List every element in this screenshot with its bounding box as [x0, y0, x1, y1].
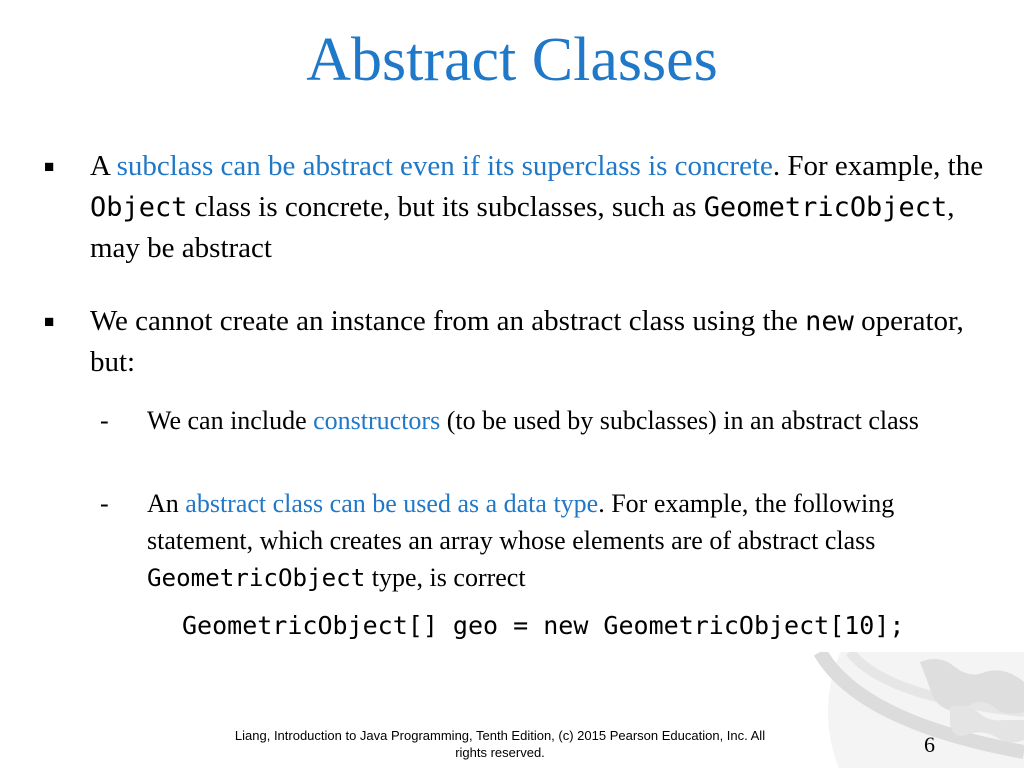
code-geometricobject: GeometricObject: [147, 564, 366, 592]
bullet-text: . For example, the: [772, 150, 984, 182]
bullet-text: , may be abstract: [90, 191, 955, 264]
footer-line: rights reserved.: [455, 745, 545, 760]
bullet-square-icon: ■: [44, 157, 55, 176]
highlight-text: abstract class can be used as a data type: [185, 489, 599, 518]
code-geometricobject: GeometricObject: [703, 192, 948, 223]
bullet-text: operator, but:: [90, 305, 964, 378]
bullet-no-instance: [90, 301, 1000, 383]
sub-bullet-dash: -: [100, 489, 109, 518]
bullet-text: A: [90, 150, 117, 182]
code-statement: GeometricObject[] geo = new GeometricObject[10];: [182, 611, 905, 640]
bullet-text: class is concrete, but its subclasses, such as: [187, 191, 704, 223]
globe-watermark-icon: [800, 652, 1024, 768]
sub-text: An: [147, 489, 186, 518]
sub-bullet-data-type: [147, 485, 997, 597]
sub-text: (to be used by subclasses) in an abstract class: [440, 406, 919, 435]
code-object: Object: [90, 192, 188, 223]
page-number: 6: [924, 732, 935, 757]
sub-text: . For example, the following statement, which creates an array whose elements are of abstract class: [147, 489, 895, 555]
sub-bullet-dash: -: [100, 406, 109, 435]
footer-line: Liang, Introduction to Java Programming, Tenth Edition, (c) 2015 Pearson Education, Inc. All: [234, 728, 766, 743]
sub-bullet-constructors: [147, 402, 997, 439]
bullet-text: We cannot create an instance from an abstract class using the: [90, 305, 806, 337]
highlight-text: constructors: [313, 406, 441, 435]
code-new: new: [805, 306, 854, 337]
footer-copyright: [200, 727, 800, 761]
slide-title: Abstract Classes: [306, 26, 718, 94]
bullet-square-icon: ■: [44, 312, 55, 331]
sub-text: We can include: [147, 406, 314, 435]
bullet-subclass-abstract: [90, 146, 1000, 269]
highlight-text: subclass can be abstract even if its superclass is concrete: [116, 150, 773, 182]
sub-text: type, is correct: [365, 563, 526, 592]
